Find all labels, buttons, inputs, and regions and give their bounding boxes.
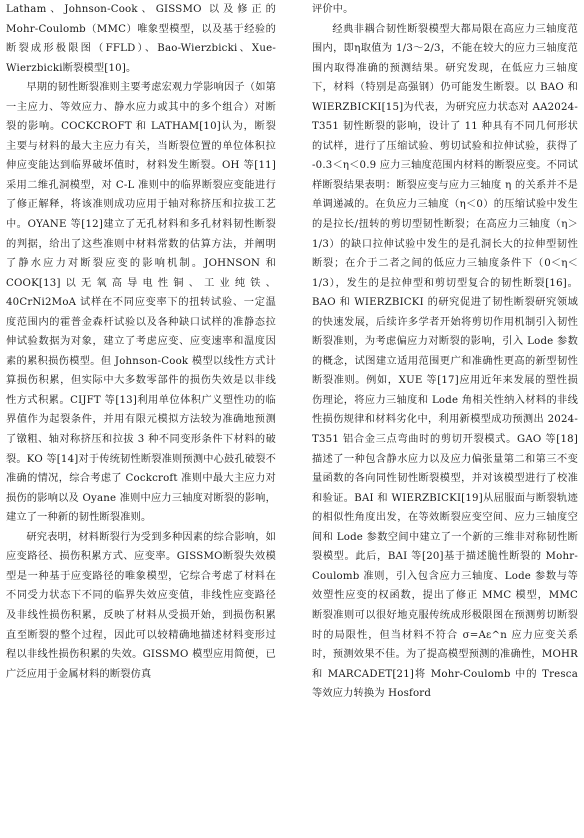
paragraph: 早期的韧性断裂准则主要考虑宏观力学影响因子（如第一主应力、等效应力、静水应力或其中的多个组合）对断裂的影响。COCKCROFT 和 LATHAM[10]认为，断裂主要与材料的最大主应力有关，当断裂位置的单位体积拉伸应变能达到临界破坏值时，材料发生断裂。OH 等[11]采用二维孔洞模型，对 C-L 准则中的临界断裂应变能进行了修正解释，将该准则成功应用于轴对称挤压和拉拔工艺中。OYANE 等[12]建立了无孔材料和多孔材料韧性断裂的判据，给出了这些准则中材料常数的估算方法，并阐明了静水应力对断裂应变的影响机制。JOHNSON 和 COOK[13]以无氧高导电性铜、工业纯铁、40CrNi2MoA 试样在不同应变率下的扭转试验、一定温度范围内的霍普金森杆试验以及各种缺口试样的准静态拉伸试验数据为对象，建立了考虑应变、应变速率和温度因素的累积损伤模型。但 Johnson-Cook 模型以线性方式计算损伤积累，但实际中大多数零部件的损伤失效是以非线性方式积累。CIJFT 等[13]利用单位体积广义塑性功的临界值作为起裂条件，并用有限元模拟方法较为准确地预测了镦粗、轴对称挤压和拉拔 3 种不同变形条件下材料的破裂。KO 等[14]对于传统韧性断裂准则预测中心鼓孔破裂不准确的情况，综合考虑了 Cockcroft 准则中最大主应力对损伤的影响以及 Oyane 准则中应力三轴度对断裂的影响，建立了一种新的韧性断裂准则。 xyxy=(6,82,276,524)
right-column xyxy=(312,0,578,704)
paragraph: 评价中。 xyxy=(312,4,354,15)
paragraph: 研究表明，材料断裂行为受到多种因素的综合影响，如应变路径、损伤积累方式、应变率。GISSMO断裂失效模型是一种基于应变路径的唯象模型，它综合考虑了材料在不同受力状态下不同的临界失效应变值，非线性应变路径及非线性损伤积累，反映了材料从受损开始，到损伤积累直至断裂的整个过程，因此可以较精确地描述材料变形过程以非线性损伤积累的失效。GISSMO 模型应用简便，已广泛应用于金属材料的断裂仿真 xyxy=(6,531,276,680)
left-column xyxy=(6,0,276,684)
paragraph: Latham、Johnson-Cook、GISSMO 以及修正的 Mohr-Coulomb（MMC）唯象型模型，以及基于经验的断裂成形极限图（FFLD）、Bao-Wierzbicki、Xue-Wierzbicki断裂模型[10]。 xyxy=(6,4,276,74)
paragraph: 经典非耦合韧性断裂模型大都局限在高应力三轴度范围内，即η取值为 1/3～2/3，不能在较大的应力三轴度范围内取得准确的预测结果。研究发现，在低应力三轴度下，材料（特别是高强钢）仍可能发生断裂。以 BAO 和 WIERZBICKI[15]为代表，为研究应力状态对 AA2024-T351 韧性断裂的影响，设计了 11 种具有不同几何形状的试样，进行了压缩试验、剪切试验和拉伸试验，获得了 -0.3＜η＜0.9 应力三轴度范围内材料的断裂应变。不同试样断裂结果表明：断裂应变与应力三轴度 η 的关系并不是单调递减的。在负应力三轴度（η＜0）的压缩试验中发生的是拉长/扭转的剪切型韧性断裂；在高应力三轴度（η＞1/3）的缺口拉伸试验中发生的是孔洞长大的拉伸型韧性断裂；在介于二者之间的低应力三轴度条件下（0＜η＜1/3），发生的是拉伸型和剪切型复合的韧性断裂[16]。BAO 和 WIERZBICKI 的研究促进了韧性断裂研究领域的快速发展，后续许多学者开始将剪切作用机制引入韧性断裂准则，为考虑偏应力对断裂的影响，引入 Lode 参数的概念，试图建立适用范围更广和准确性更高的新型韧性断裂准则。例如，XUE 等[17]应用近年来发展的塑性损伤理论，将应力三轴度和 Lode 角相关性纳入材料的非线性损伤规律和材料劣化中，利用新模型成功预测出 2024-T351 铝合金三点弯曲时的剪切开裂模式。GAO 等[18]描述了一种包含静水应力以及应力偏张量第二和第三不变量函数的各向同性韧性断裂模型，并对该模型进行了校准和验证。BAI 和 WIERZBICKI[19]从屈服面与断裂轨迹的相似性角度出发，在等效断裂应变空间、应力三轴度空间和 Lode 参数空间中建立了一个新的三维非对称韧性断裂模型。此后，BAI 等[20]基于描述脆性断裂的 Mohr-Coulomb 准则，引入包含应力三轴度、Lode 参数与等效塑性应变的权函数，提出了修正 MMC 模型，MMC 断裂准则可以很好地克服传统成形极限图在预测剪切断裂时的局限性，但当材料不符合 σ=Aε^n 应力应变关系时，预测效果不佳。为了提高模型预测的准确性，MOHR 和 MARCADET[21]将 Mohr-Coulomb 中的 Tresca 等效应力转换为 Hosford xyxy=(312,23,578,700)
